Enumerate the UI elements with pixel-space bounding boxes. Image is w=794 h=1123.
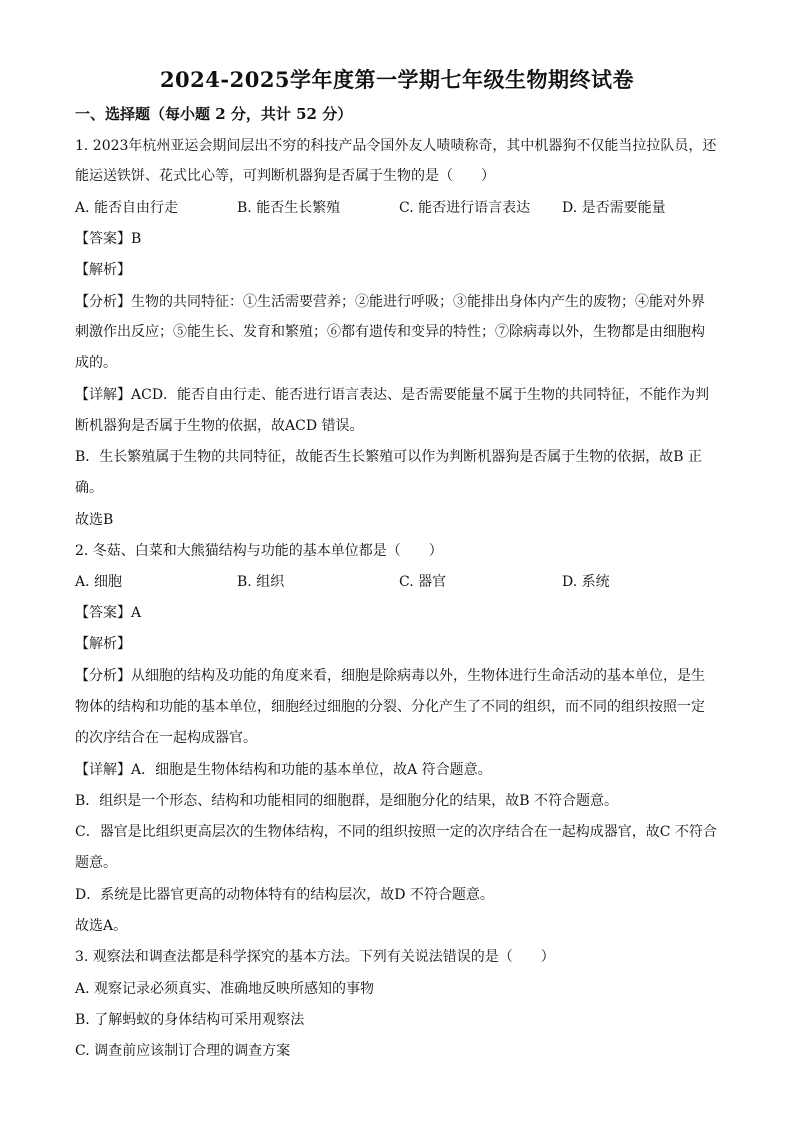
question-2-analysis-label: 【解析】 — [75, 636, 131, 652]
question-1-detail-line-2: 断机器狗是否属于生物的依据，故ACD 错误。 — [75, 418, 364, 434]
question-1-analysis-label: 【解析】 — [75, 262, 131, 278]
question-2-option-c: C. 器官 — [399, 574, 447, 590]
question-1-option-a: A. 能否自由行走 — [75, 200, 179, 216]
question-2-fenxi-line-2: 物体的结构和功能的基本单位，细胞经过细胞的分裂、分化产生了不同的组织，而不同的组织按照一定 — [75, 699, 705, 715]
question-1-option-d: D. 是否需要能量 — [562, 200, 666, 216]
question-1-stem-line-1: 1. 2023年杭州亚运会期间层出不穷的科技产品令国外友人啧啧称奇，其中机器狗不仅能当拉拉队员，还 — [75, 138, 717, 154]
question-3-option-a: A. 观察记录必须真实、准确地反映所感知的事物 — [75, 981, 375, 997]
question-2-stem: 2. 冬菇、白菜和大熊猫结构与功能的基本单位都是（ ） — [75, 543, 443, 559]
question-1-option-b: B. 能否生长繁殖 — [237, 200, 341, 216]
question-1-fenxi-line-1: 【分析】生物的共同特征：①生活需要营养；②能进行呼吸；③能排出身体内产生的废物；④能对外界 — [75, 294, 705, 310]
question-2-detail-line-5: D．系统是比器官更高的动物体特有的结构层次，故D 不符合题意。 — [75, 887, 494, 903]
question-2-option-d: D. 系统 — [562, 574, 610, 590]
question-3-stem: 3. 观察法和调查法都是科学探究的基本方法。下列有关说法错误的是（ ） — [75, 949, 555, 965]
question-1-fenxi-line-2: 刺激作出反应；⑤能生长、发育和繁殖；⑥都有遗传和变异的特性；⑦除病毒以外，生物都是由细胞构 — [75, 324, 705, 340]
question-3-option-b: B. 了解蚂蚁的身体结构可采用观察法 — [75, 1012, 305, 1028]
question-1-detail-line-3: B．生长繁殖属于生物的共同特征，故能否生长繁殖可以作为判断机器狗是否属于生物的依据，故B 正 — [75, 449, 703, 465]
question-2-fenxi-line-3: 的次序结合在一起构成器官。 — [75, 730, 257, 746]
question-1-option-c: C. 能否进行语言表达 — [399, 200, 531, 216]
question-1-conclusion: 故选B — [75, 512, 114, 528]
question-1-stem-line-2: 能运送铁饼、花式比心等，可判断机器狗是否属于生物的是（ ） — [75, 168, 495, 184]
question-1-detail-line-1: 【详解】ACD．能否自由行走、能否进行语言表达、是否需要能量不属于生物的共同特征，不能作为判 — [75, 387, 710, 403]
page-title: 2024-2025学年度第一学期七年级生物期终试卷 — [159, 67, 635, 92]
question-2-option-b: B. 组织 — [237, 574, 285, 590]
question-1-fenxi-line-3: 成的。 — [75, 355, 117, 371]
question-2-answer: 【答案】A — [75, 605, 142, 621]
section-heading: 一、选择题（每小题 2 分，共计 52 分） — [75, 105, 353, 123]
question-2-fenxi-line-1: 【分析】从细胞的结构及功能的角度来看，细胞是除病毒以外，生物体进行生命活动的基本单位，是生 — [75, 668, 705, 684]
question-2-conclusion: 故选A。 — [75, 918, 128, 934]
question-2-option-a: A. 细胞 — [75, 574, 123, 590]
question-2-detail-line-3: C．器官是比组织更高层次的生物体结构，不同的组织按照一定的次序结合在一起构成器官，故C 不符合 — [75, 824, 717, 840]
question-2-detail-line-4: 题意。 — [75, 855, 117, 871]
question-1-answer: 【答案】B — [75, 231, 142, 247]
question-1-detail-line-4: 确。 — [75, 480, 103, 496]
question-2-detail-line-2: B．组织是一个形态、结构和功能相同的细胞群，是细胞分化的结果，故B 不符合题意。 — [75, 793, 619, 809]
question-2-detail-line-1: 【详解】A．细胞是生物体结构和功能的基本单位，故A 符合题意。 — [75, 762, 492, 778]
question-3-option-c: C. 调查前应该制订合理的调查方案 — [75, 1043, 291, 1059]
